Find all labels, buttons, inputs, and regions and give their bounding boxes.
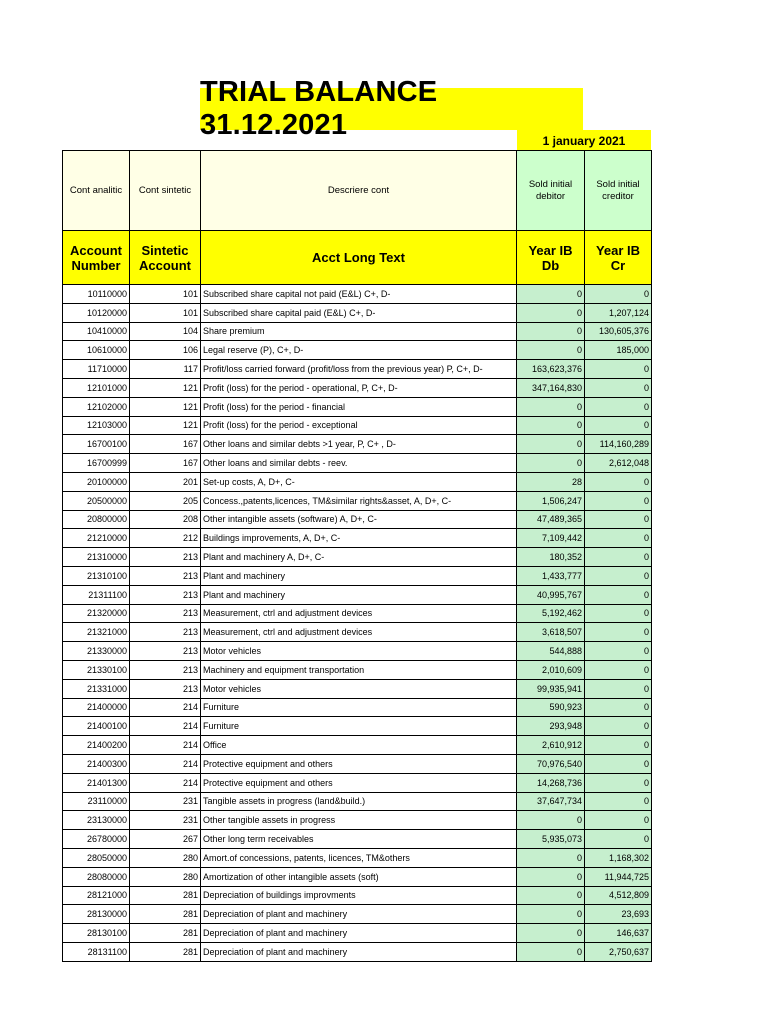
ib-debit-cell: 0	[517, 303, 585, 322]
sintetic-account-cell: 213	[130, 548, 201, 567]
account-number-cell: 21400200	[63, 736, 130, 755]
sintetic-account-cell: 280	[130, 848, 201, 867]
ib-credit-cell: 0	[585, 717, 652, 736]
table-row	[63, 886, 652, 905]
period-date-label: 1 january 2021	[517, 130, 651, 151]
account-number-cell: 20500000	[63, 491, 130, 510]
ib-credit-cell: 0	[585, 698, 652, 717]
account-number-cell: 16700999	[63, 454, 130, 473]
table-row	[63, 811, 652, 830]
ib-debit-cell: 37,647,734	[517, 792, 585, 811]
description-cell: Furniture	[201, 698, 517, 717]
col-header-ib-db: Year IB Db	[517, 231, 585, 285]
ib-credit-cell: 0	[585, 679, 652, 698]
col-header-long-text: Acct Long Text	[201, 231, 517, 285]
account-number-cell: 21320000	[63, 604, 130, 623]
col-header-sold-debitor: Sold initial debitor	[517, 151, 585, 231]
sintetic-account-cell: 281	[130, 924, 201, 943]
ib-credit-cell: 0	[585, 830, 652, 849]
description-cell: Office	[201, 736, 517, 755]
sintetic-account-cell: 267	[130, 830, 201, 849]
description-cell: Profit/loss carried forward (profit/loss from the previous year) P, C+, D-	[201, 360, 517, 379]
sintetic-account-cell: 104	[130, 322, 201, 341]
ib-debit-cell: 544,888	[517, 642, 585, 661]
table-row	[63, 623, 652, 642]
description-cell: Profit (loss) for the period - exceptional	[201, 416, 517, 435]
account-number-cell: 21310100	[63, 566, 130, 585]
table-row	[63, 905, 652, 924]
ib-debit-cell: 0	[517, 905, 585, 924]
description-cell: Other intangible assets (software) A, D+, C-	[201, 510, 517, 529]
description-cell: Measurement, ctrl and adjustment devices	[201, 623, 517, 642]
ib-debit-cell: 28	[517, 472, 585, 491]
ib-debit-cell: 0	[517, 435, 585, 454]
ib-debit-cell: 163,623,376	[517, 360, 585, 379]
table-row	[63, 472, 652, 491]
ib-debit-cell: 14,268,736	[517, 773, 585, 792]
col-header-descriere: Descriere cont	[201, 151, 517, 231]
ib-credit-cell: 130,605,376	[585, 322, 652, 341]
col-header-ib-cr: Year IB Cr	[585, 231, 652, 285]
ib-debit-cell: 0	[517, 341, 585, 360]
table-row	[63, 924, 652, 943]
ib-credit-cell: 0	[585, 811, 652, 830]
description-cell: Depreciation of plant and machinery	[201, 924, 517, 943]
description-cell: Other tangible assets in progress	[201, 811, 517, 830]
sintetic-account-cell: 214	[130, 717, 201, 736]
ib-credit-cell: 2,612,048	[585, 454, 652, 473]
ib-credit-cell: 2,750,637	[585, 942, 652, 961]
account-number-cell: 23110000	[63, 792, 130, 811]
description-cell: Subscribed share capital paid (E&L) C+, D-	[201, 303, 517, 322]
description-cell: Other long term receivables	[201, 830, 517, 849]
table-row	[63, 604, 652, 623]
ib-credit-cell: 1,168,302	[585, 848, 652, 867]
header-row-romanian	[63, 151, 652, 231]
description-cell: Profit (loss) for the period - financial	[201, 397, 517, 416]
account-number-cell: 21310000	[63, 548, 130, 567]
sintetic-account-cell: 121	[130, 416, 201, 435]
ib-debit-cell: 5,935,073	[517, 830, 585, 849]
sintetic-account-cell: 281	[130, 905, 201, 924]
sintetic-account-cell: 121	[130, 397, 201, 416]
table-row	[63, 341, 652, 360]
table-row	[63, 660, 652, 679]
ib-credit-cell: 0	[585, 397, 652, 416]
account-number-cell: 21400100	[63, 717, 130, 736]
account-number-cell: 20800000	[63, 510, 130, 529]
ib-credit-cell: 0	[585, 736, 652, 755]
description-cell: Depreciation of plant and machinery	[201, 942, 517, 961]
table-row	[63, 360, 652, 379]
ib-debit-cell: 2,010,609	[517, 660, 585, 679]
account-number-cell: 21331000	[63, 679, 130, 698]
description-cell: Buildings improvements, A, D+, C-	[201, 529, 517, 548]
sintetic-account-cell: 213	[130, 679, 201, 698]
account-number-cell: 12102000	[63, 397, 130, 416]
ib-debit-cell: 0	[517, 848, 585, 867]
sintetic-account-cell: 231	[130, 811, 201, 830]
table-row	[63, 792, 652, 811]
account-number-cell: 11710000	[63, 360, 130, 379]
sintetic-account-cell: 213	[130, 604, 201, 623]
col-header-cont-sintetic: Cont sintetic	[130, 151, 201, 231]
col-header-cont-analitic: Cont analitic	[63, 151, 130, 231]
table-row	[63, 642, 652, 661]
table-row	[63, 848, 652, 867]
ib-credit-cell: 0	[585, 491, 652, 510]
table-row	[63, 435, 652, 454]
sintetic-account-cell: 214	[130, 698, 201, 717]
description-cell: Machinery and equipment transportation	[201, 660, 517, 679]
ib-debit-cell: 1,433,777	[517, 566, 585, 585]
ib-debit-cell: 590,923	[517, 698, 585, 717]
ib-credit-cell: 185,000	[585, 341, 652, 360]
ib-credit-cell: 0	[585, 472, 652, 491]
table-row	[63, 585, 652, 604]
table-row	[63, 285, 652, 304]
sintetic-account-cell: 213	[130, 660, 201, 679]
sintetic-account-cell: 213	[130, 623, 201, 642]
account-number-cell: 21330000	[63, 642, 130, 661]
account-number-cell: 21311100	[63, 585, 130, 604]
account-number-cell: 10410000	[63, 322, 130, 341]
ib-credit-cell: 0	[585, 416, 652, 435]
account-number-cell: 21330100	[63, 660, 130, 679]
description-cell: Tangible assets in progress (land&build.)	[201, 792, 517, 811]
sintetic-account-cell: 213	[130, 585, 201, 604]
table-row	[63, 378, 652, 397]
col-header-sintetic-account: Sintetic Account	[130, 231, 201, 285]
ib-debit-cell: 180,352	[517, 548, 585, 567]
account-number-cell: 28050000	[63, 848, 130, 867]
ib-debit-cell: 0	[517, 454, 585, 473]
ib-debit-cell: 70,976,540	[517, 754, 585, 773]
table-row	[63, 548, 652, 567]
ib-debit-cell: 0	[517, 867, 585, 886]
description-cell: Subscribed share capital not paid (E&L) C+, D-	[201, 285, 517, 304]
col-header-sold-creditor: Sold initial creditor	[585, 151, 652, 231]
table-row	[63, 698, 652, 717]
description-cell: Share premium	[201, 322, 517, 341]
ib-debit-cell: 0	[517, 924, 585, 943]
sintetic-account-cell: 214	[130, 736, 201, 755]
table-row	[63, 717, 652, 736]
sintetic-account-cell: 201	[130, 472, 201, 491]
trial-balance-table	[62, 150, 652, 962]
table-row	[63, 491, 652, 510]
sintetic-account-cell: 167	[130, 435, 201, 454]
sintetic-account-cell: 214	[130, 773, 201, 792]
ib-credit-cell: 23,693	[585, 905, 652, 924]
table-row	[63, 773, 652, 792]
ib-debit-cell: 99,935,941	[517, 679, 585, 698]
account-number-cell: 28130000	[63, 905, 130, 924]
ib-credit-cell: 114,160,289	[585, 435, 652, 454]
account-number-cell: 28131100	[63, 942, 130, 961]
description-cell: Plant and machinery	[201, 566, 517, 585]
account-number-cell: 28121000	[63, 886, 130, 905]
sintetic-account-cell: 281	[130, 942, 201, 961]
account-number-cell: 21401300	[63, 773, 130, 792]
header-row-english	[63, 231, 652, 285]
ib-debit-cell: 0	[517, 285, 585, 304]
account-number-cell: 10110000	[63, 285, 130, 304]
table-row	[63, 529, 652, 548]
ib-debit-cell: 0	[517, 811, 585, 830]
table-row	[63, 942, 652, 961]
table-row	[63, 454, 652, 473]
ib-debit-cell: 0	[517, 397, 585, 416]
account-number-cell: 10610000	[63, 341, 130, 360]
description-cell: Depreciation of plant and machinery	[201, 905, 517, 924]
description-cell: Motor vehicles	[201, 642, 517, 661]
sintetic-account-cell: 281	[130, 886, 201, 905]
account-number-cell: 20100000	[63, 472, 130, 491]
ib-credit-cell: 0	[585, 548, 652, 567]
account-number-cell: 28080000	[63, 867, 130, 886]
ib-debit-cell: 2,610,912	[517, 736, 585, 755]
description-cell: Other loans and similar debts - reev.	[201, 454, 517, 473]
description-cell: Plant and machinery A, D+, C-	[201, 548, 517, 567]
table-row	[63, 322, 652, 341]
ib-debit-cell: 3,618,507	[517, 623, 585, 642]
ib-debit-cell: 5,192,462	[517, 604, 585, 623]
ib-credit-cell: 11,944,725	[585, 867, 652, 886]
table-row	[63, 510, 652, 529]
ib-credit-cell: 0	[585, 529, 652, 548]
account-number-cell: 21400000	[63, 698, 130, 717]
sintetic-account-cell: 205	[130, 491, 201, 510]
table-row	[63, 754, 652, 773]
sintetic-account-cell: 117	[130, 360, 201, 379]
sintetic-account-cell: 213	[130, 642, 201, 661]
table-row	[63, 303, 652, 322]
sintetic-account-cell: 167	[130, 454, 201, 473]
ib-credit-cell: 146,637	[585, 924, 652, 943]
ib-credit-cell: 4,512,809	[585, 886, 652, 905]
table-row	[63, 679, 652, 698]
col-header-account-number: Account Number	[63, 231, 130, 285]
account-number-cell: 28130100	[63, 924, 130, 943]
account-number-cell: 21210000	[63, 529, 130, 548]
description-cell: Motor vehicles	[201, 679, 517, 698]
description-cell: Amort.of concessions, patents, licences, TM&others	[201, 848, 517, 867]
ib-debit-cell: 47,489,365	[517, 510, 585, 529]
ib-credit-cell: 0	[585, 623, 652, 642]
report-title-banner	[200, 76, 583, 141]
ib-credit-cell: 0	[585, 285, 652, 304]
sintetic-account-cell: 214	[130, 754, 201, 773]
ib-credit-cell: 0	[585, 660, 652, 679]
sintetic-account-cell: 101	[130, 303, 201, 322]
ib-credit-cell: 0	[585, 773, 652, 792]
report-title: TRIAL BALANCE 31.12.2021	[200, 76, 438, 141]
account-number-cell: 16700100	[63, 435, 130, 454]
ib-debit-cell: 0	[517, 942, 585, 961]
account-number-cell: 12103000	[63, 416, 130, 435]
account-number-cell: 12101000	[63, 378, 130, 397]
ib-debit-cell: 40,995,767	[517, 585, 585, 604]
table-row	[63, 566, 652, 585]
sintetic-account-cell: 208	[130, 510, 201, 529]
ib-credit-cell: 0	[585, 792, 652, 811]
ib-credit-cell: 0	[585, 360, 652, 379]
description-cell: Concess.,patents,licences, TM&similar rights&asset, A, D+, C-	[201, 491, 517, 510]
sintetic-account-cell: 121	[130, 378, 201, 397]
account-number-cell: 23130000	[63, 811, 130, 830]
table-row	[63, 867, 652, 886]
ib-credit-cell: 0	[585, 510, 652, 529]
ib-debit-cell: 0	[517, 886, 585, 905]
ib-credit-cell: 0	[585, 604, 652, 623]
ib-credit-cell: 0	[585, 642, 652, 661]
table-row	[63, 830, 652, 849]
description-cell: Plant and machinery	[201, 585, 517, 604]
description-cell: Other loans and similar debts >1 year, P, C+ , D-	[201, 435, 517, 454]
sintetic-account-cell: 231	[130, 792, 201, 811]
sintetic-account-cell: 101	[130, 285, 201, 304]
ib-debit-cell: 7,109,442	[517, 529, 585, 548]
ib-debit-cell: 1,506,247	[517, 491, 585, 510]
sintetic-account-cell: 212	[130, 529, 201, 548]
ib-credit-cell: 0	[585, 754, 652, 773]
account-number-cell: 10120000	[63, 303, 130, 322]
ib-credit-cell: 0	[585, 585, 652, 604]
description-cell: Amortization of other intangible assets (soft)	[201, 867, 517, 886]
table-row	[63, 397, 652, 416]
description-cell: Protective equipment and others	[201, 773, 517, 792]
table-row	[63, 736, 652, 755]
description-cell: Set-up costs, A, D+, C-	[201, 472, 517, 491]
ib-credit-cell: 0	[585, 566, 652, 585]
account-number-cell: 21400300	[63, 754, 130, 773]
account-number-cell: 21321000	[63, 623, 130, 642]
table-row	[63, 416, 652, 435]
account-number-cell: 26780000	[63, 830, 130, 849]
sintetic-account-cell: 106	[130, 341, 201, 360]
description-cell: Furniture	[201, 717, 517, 736]
ib-debit-cell: 347,164,830	[517, 378, 585, 397]
description-cell: Measurement, ctrl and adjustment devices	[201, 604, 517, 623]
sintetic-account-cell: 213	[130, 566, 201, 585]
description-cell: Legal reserve (P), C+, D-	[201, 341, 517, 360]
ib-debit-cell: 0	[517, 322, 585, 341]
ib-credit-cell: 0	[585, 378, 652, 397]
ib-debit-cell: 0	[517, 416, 585, 435]
sintetic-account-cell: 280	[130, 867, 201, 886]
description-cell: Depreciation of buildings improvments	[201, 886, 517, 905]
ib-credit-cell: 1,207,124	[585, 303, 652, 322]
description-cell: Protective equipment and others	[201, 754, 517, 773]
ib-debit-cell: 293,948	[517, 717, 585, 736]
description-cell: Profit (loss) for the period - operational, P, C+, D-	[201, 378, 517, 397]
